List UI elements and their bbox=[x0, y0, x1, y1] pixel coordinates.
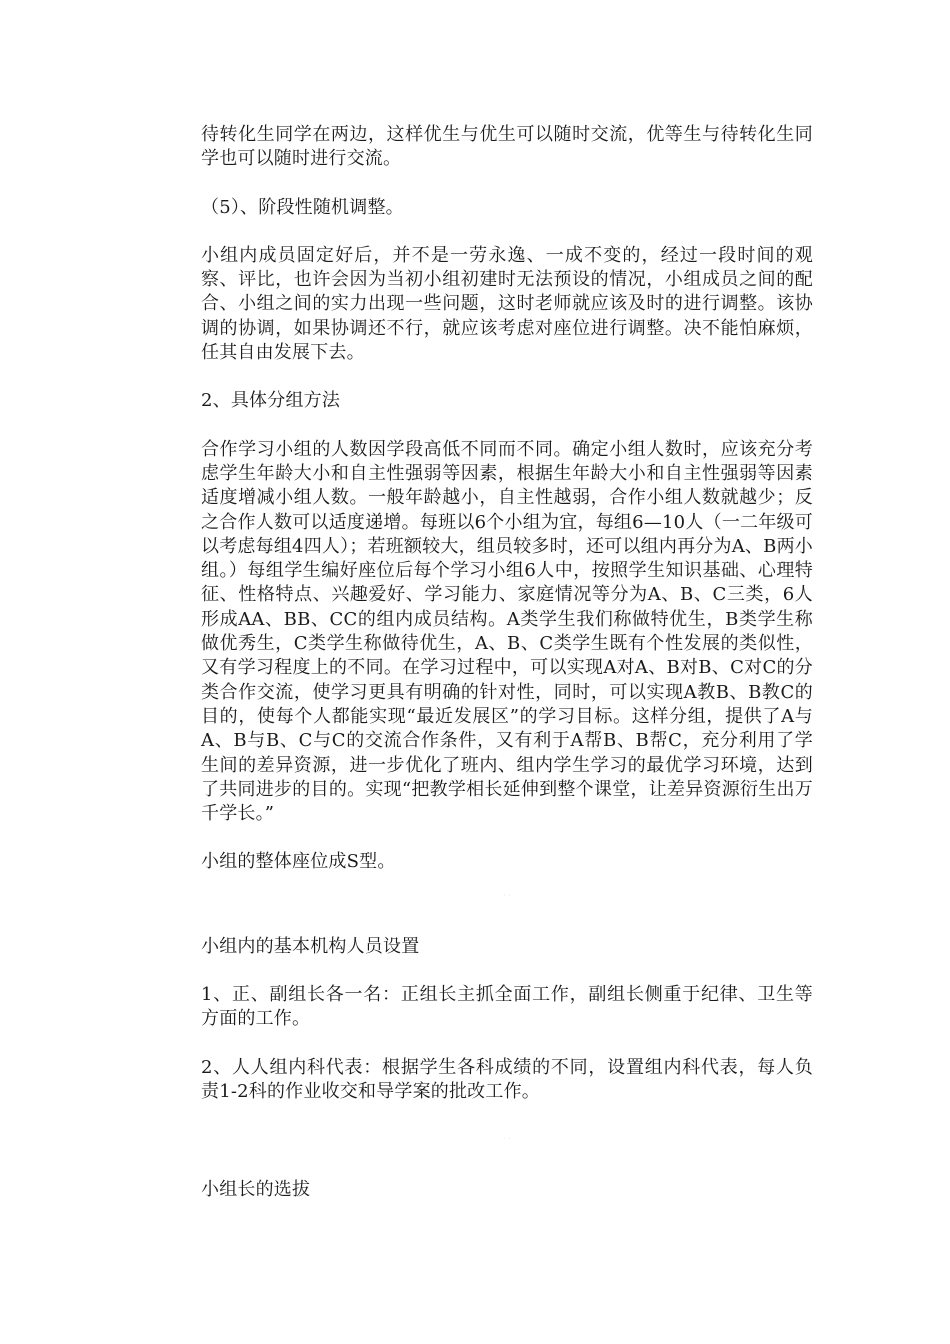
paragraph-5: 合作学习小组的人数因学段高低不同而不同。确定小组人数时，应该充分考虑学生年龄大小和自主性强弱等因素，根据生年龄大小和自主性强弱等因素适度增减小组人数。一般年龄越小，自主性越弱，合作小组人数就越少；反之合作人数可以适度递增。每班以6个小组为宜，每组6—10人（一二年级可以考虑每组4四人）；若班额较大，组员较多时，还可以组内再分为A、B两小组。）每组学生编好座位后每个学习小组6人中，按照学生知识基础、心理特征、性格特点、兴趣爱好、学习能力、家庭情况等分为A、B、C三类，6人形成AA、BB、CC的组内成员结构。A类学生我们称做特优生，B类学生称做优秀生，C类学生称做待优生，A、B、C类学生既有个性发展的类似性，又有学习程度上的不同。在学习过程中，可以实现A对A、B对B、C对C的分类合作交流，使学习更具有明确的针对性，同时，可以实现A教B、B教C的目的，使每个人都能实现“最近发展区”的学习目标。这样分组，提供了A与A、B与B、C与C的交流合作条件，又有利于A帮B、B帮C，充分利用了学生间的差异资源，进一步优化了班内、组内学生学习的最优学习环境，达到了共同进步的目的。实现“把教学相长延伸到整个课堂，让差异资源衍生出万千学长。” bbox=[201, 438, 813, 825]
paragraph-6: 小组的整体座位成S型。 bbox=[201, 851, 396, 873]
faint-watermark: · · bbox=[503, 890, 511, 900]
section-heading-group-structure: 小组内的基本机构人员设置 bbox=[201, 935, 420, 957]
section-heading-leader-selection: 小组长的选拔 bbox=[201, 1179, 311, 1201]
section-heading-grouping-method: 2、具体分组方法 bbox=[201, 390, 341, 412]
paragraph-1: 待转化生同学在两边，这样优生与优生可以随时交流，优等生与待转化生同学也可以随时进行交流。 bbox=[201, 124, 813, 170]
paragraph-8: 1、正、副组长各一名：正组长主抓全面工作，副组长侧重于纪律、卫生等方面的工作。 bbox=[201, 984, 813, 1030]
paragraph-9: 2、人人组内科代表：根据学生各科成绩的不同，设置组内科代表，每人负责1-2科的作业收交和导学案的批改工作。 bbox=[201, 1056, 813, 1102]
faint-watermark: · · bbox=[503, 1134, 511, 1144]
paragraph-2: （5）、阶段性随机调整。 bbox=[201, 196, 404, 218]
document-page bbox=[201, 123, 813, 1203]
paragraph-3: 小组内成员固定好后，并不是一劳永逸、一成不变的，经过一段时间的观察、评比，也许会因为当初小组初建时无法预设的情况，小组成员之间的配合、小组之间的实力出现一些问题，这时老师就应该及时的进行调整。该协调的协调，如果协调还不行，就应该考虑对座位进行调整。决不能怕麻烦，任其自由发展下去。 bbox=[201, 244, 813, 364]
